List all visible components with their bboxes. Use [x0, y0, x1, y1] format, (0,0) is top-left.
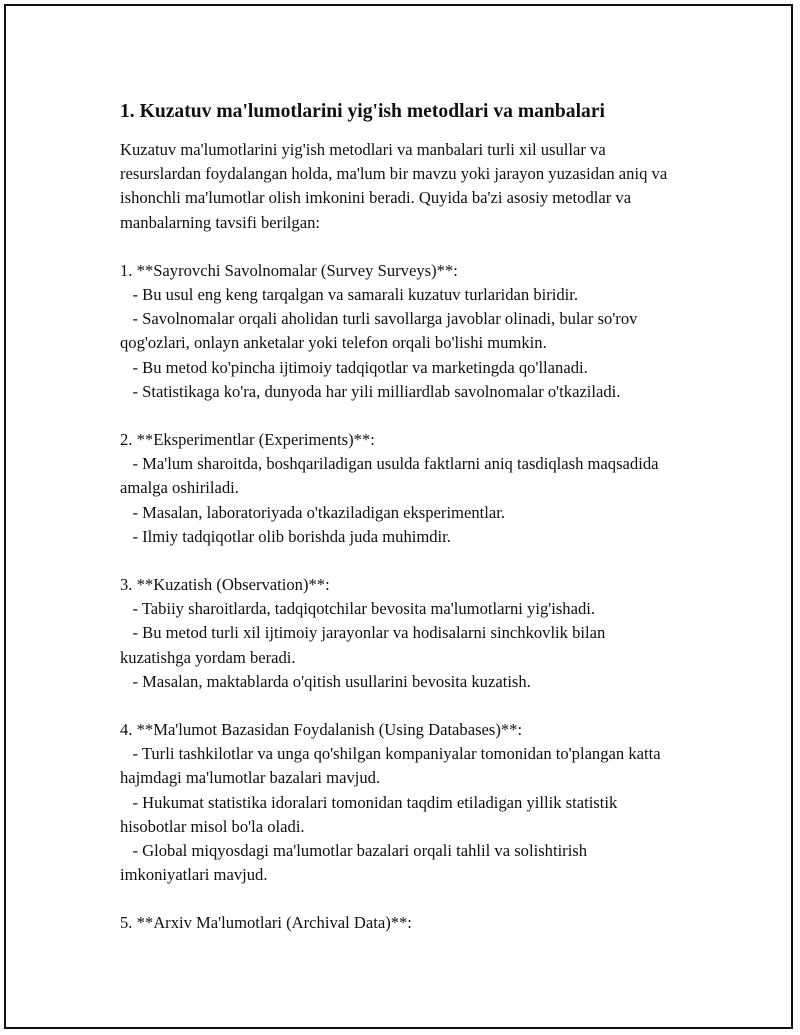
bullet-item: - Bu usul eng keng tarqalgan va samarali kuzatuv turlaridan biridir.	[120, 285, 579, 305]
bullet-item: - Statistikaga ko'ra, dunyoda har yili milliardlab savolnomalar o'tkaziladi.	[120, 381, 621, 401]
section-heading: 4. **Ma'lumot Bazasidan Foydalanish (Using Databases)**:	[120, 720, 523, 740]
section-databases	[120, 718, 680, 887]
intro-paragraph: Kuzatuv ma'lumotlarini yig'ish metodlari va manbalari turli xil usullar va resurslardan foydalangan holda, ma'lum bir mavzu yoki jarayon yuzasidan aniq va ishonchli ma'lumotlar olish imkonini beradi. Quyida ba'zi asosiy metodlar va manbalarning tavsifi berilgan:	[120, 140, 668, 232]
section-archival-data	[120, 911, 680, 935]
section-heading: 5. **Arxiv Ma'lumotlari (Archival Data)**:	[120, 913, 412, 933]
bullet-item: - Hukumat statistika idoralari tomonidan taqdim etiladigan yillik statistik hisobotlar misol bo'la oladi.	[120, 792, 622, 836]
section-heading: 3. **Kuzatish (Observation)**:	[120, 575, 330, 595]
section-observation	[120, 573, 680, 694]
bullet-item: - Global miqyosdagi ma'lumotlar bazalari orqali tahlil va solishtirish imkoniyatlari mavjud.	[120, 841, 592, 885]
section-experiments	[120, 428, 680, 549]
bullet-item: - Savolnomalar orqali aholidan turli savollarga javoblar olinadi, bular so'rov qog'ozlari, onlayn anketalar yoki telefon orqali bo'lishi mumkin.	[120, 309, 642, 353]
section-heading: 2. **Eksperimentlar (Experiments)**:	[120, 430, 375, 450]
bullet-item: - Masalan, laboratoriyada o'tkaziladigan eksperimentlar.	[120, 502, 505, 522]
section-heading: 1. **Sayrovchi Savolnomalar (Survey Surveys)**:	[120, 260, 458, 280]
bullet-item: - Ilmiy tadqiqotlar olib borishda juda muhimdir.	[120, 526, 451, 546]
document-title: 1. Kuzatuv ma'lumotlarini yig'ish metodlari va manbalari	[120, 101, 605, 122]
section-survey	[120, 259, 680, 404]
bullet-item: - Masalan, maktablarda o'qitish usullarini bevosita kuzatish.	[120, 671, 531, 691]
page-frame	[4, 4, 793, 1029]
bullet-item: - Ma'lum sharoitda, boshqariladigan usulda faktlarni aniq tasdiqlash maqsadida amalga oshiriladi.	[120, 454, 663, 498]
document-body	[120, 97, 680, 960]
bullet-item: - Bu metod turli xil ijtimoiy jarayonlar va hodisalarni sinchkovlik bilan kuzatishga yordam beradi.	[120, 623, 610, 667]
bullet-item: - Bu metod ko'pincha ijtimoiy tadqiqotlar va marketingda qo'llanadi.	[120, 357, 588, 377]
bullet-item: - Turli tashkilotlar va unga qo'shilgan kompaniyalar tomonidan to'plangan katta hajmdagi ma'lumotlar bazalari mavjud.	[120, 744, 665, 788]
bullet-item: - Tabiiy sharoitlarda, tadqiqotchilar bevosita ma'lumotlarni yig'ishadi.	[120, 599, 596, 619]
